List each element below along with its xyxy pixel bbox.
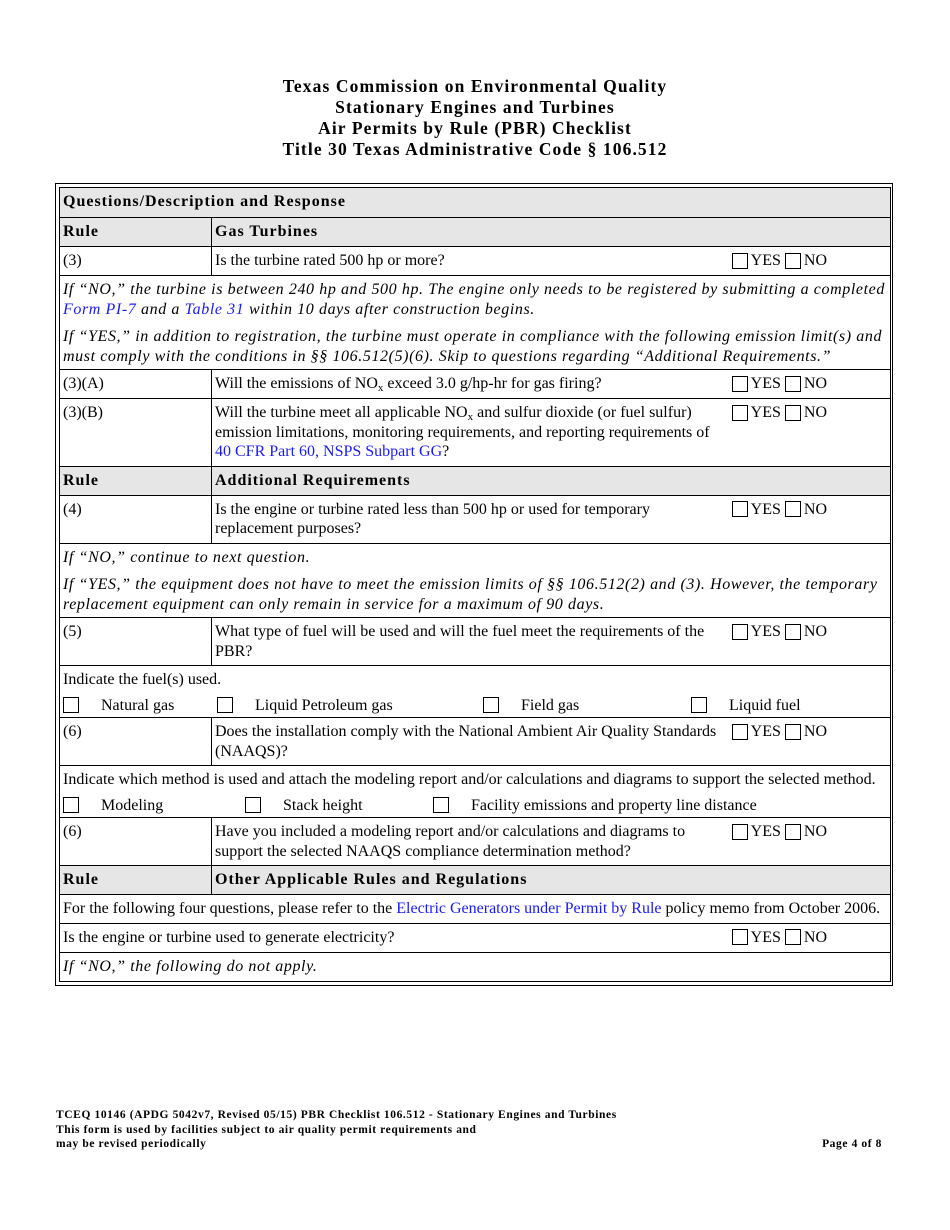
yes-no-group [732, 403, 827, 423]
method-label: Modeling [101, 796, 164, 814]
checklist-table [59, 187, 891, 982]
yes-checkbox[interactable] [732, 724, 748, 740]
method-checkbox[interactable] [433, 797, 449, 813]
yes-checkbox[interactable] [732, 253, 748, 269]
method-label: Facility emissions and property line distance [471, 796, 757, 814]
question-text: Have you included a modeling report and/or calculations and diagrams to support the selected NAAQS compliance determination method? [215, 823, 686, 860]
electric-generators-link[interactable]: Electric Generators under Permit by Rule [396, 900, 662, 917]
question-row-3 [60, 247, 891, 276]
yes-label: YES [750, 928, 781, 946]
rule-ref: (3)(B) [60, 399, 212, 467]
yes-checkbox[interactable] [732, 824, 748, 840]
rule-header-row [60, 218, 891, 247]
no-label: NO [803, 252, 827, 269]
subscript: x [467, 411, 474, 423]
text-part: exceed 3.0 g/hp-hr for gas firing? [383, 375, 602, 392]
yes-label: YES [750, 623, 781, 640]
section-header-row [60, 188, 891, 218]
fuel-checkbox[interactable] [691, 697, 707, 713]
reference-row [60, 895, 891, 924]
yes-no-group [732, 251, 827, 271]
no-checkbox[interactable] [785, 376, 801, 392]
yes-label: YES [750, 823, 781, 840]
method-options [63, 796, 887, 816]
yes-no-group [732, 928, 827, 948]
nsps-subpart-gg-link[interactable]: 40 CFR Part 60, NSPS Subpart GG [215, 443, 443, 460]
method-option-stack-height[interactable] [245, 796, 433, 816]
no-label: NO [803, 500, 827, 518]
rule-ref: (6) [60, 718, 212, 766]
if-no-instruction: If “NO,” continue to next question. [63, 548, 311, 566]
page-number: Page 4 of 8 [822, 1138, 882, 1150]
section-title: Questions/Description and Response [60, 188, 891, 218]
header-code: Title 30 Texas Administrative Code § 106.512 [282, 139, 668, 159]
header-checklist: Air Permits by Rule (PBR) Checklist [318, 118, 632, 138]
if-yes-instruction: If “YES,” in addition to registration, the turbine must operate in compliance with the following emission limit(s) and must comply with the conditions in §§ 106.512(5)(6). Skip to questions regarding “Additional Requirements.” [63, 328, 883, 365]
yes-checkbox[interactable] [732, 624, 748, 640]
no-checkbox[interactable] [785, 624, 801, 640]
fuel-label: Natural gas [101, 696, 175, 714]
question-text [215, 403, 717, 462]
fuel-prompt: Indicate the fuel(s) used. [63, 671, 222, 688]
yes-checkbox[interactable] [732, 929, 748, 945]
rule-label: Rule [60, 466, 212, 495]
yes-label: YES [750, 723, 781, 740]
no-checkbox[interactable] [785, 405, 801, 421]
question-text: Is the engine or turbine rated less than 500 hp or used for temporary replacement purposes? [215, 500, 650, 537]
if-no-instruction [63, 280, 887, 319]
question-row-5 [60, 618, 891, 666]
if-yes-instruction: If “YES,” the equipment does not have to meet the emission limits of §§ 106.512(2) and (3). However, the temporary replacement equipment can only remain in service for a maximum of 90 days. [63, 576, 878, 613]
reference-text: policy memo from October 2006. [661, 900, 881, 917]
fuel-label: Liquid Petroleum gas [255, 696, 393, 714]
subscript: x [377, 382, 384, 394]
fuel-label: Liquid fuel [729, 696, 801, 714]
fuel-option-natural-gas[interactable] [63, 696, 217, 716]
question-row-4 [60, 495, 891, 543]
rule-ref: (6) [60, 818, 212, 866]
no-label: NO [803, 375, 827, 392]
instruction-row [60, 543, 891, 618]
instruction-text: and a [136, 300, 185, 318]
yes-no-group [732, 500, 827, 520]
method-option-facility-emissions[interactable] [433, 796, 757, 816]
rule-ref: (3) [60, 247, 212, 276]
question-text: What type of fuel will be used and will the fuel meet the requirements of the PBR? [215, 623, 705, 660]
rule-header-row [60, 466, 891, 495]
no-label: NO [803, 623, 827, 640]
fuel-checkbox[interactable] [63, 697, 79, 713]
fuel-options-row [60, 666, 891, 718]
other-rules-heading: Other Applicable Rules and Regulations [212, 866, 891, 895]
yes-no-group [732, 374, 827, 394]
no-label: NO [803, 723, 827, 740]
question-text: Is the turbine rated 500 hp or more? [215, 252, 445, 269]
fuel-checkbox[interactable] [217, 697, 233, 713]
gas-turbines-heading: Gas Turbines [212, 218, 891, 247]
yes-no-group [732, 722, 827, 742]
no-label: NO [803, 928, 827, 946]
method-options-row [60, 766, 891, 818]
method-label: Stack height [283, 796, 363, 814]
yes-label: YES [750, 404, 781, 421]
rule-label: Rule [60, 866, 212, 895]
instruction-text: within 10 days after construction begins. [244, 300, 535, 318]
fuel-options [63, 696, 887, 716]
rule-header-row [60, 866, 891, 895]
text-part: Will the turbine meet all applicable NO [215, 404, 468, 421]
method-checkbox[interactable] [63, 797, 79, 813]
no-checkbox[interactable] [785, 724, 801, 740]
instruction-row [60, 952, 891, 981]
fuel-option-liquid-fuel[interactable] [691, 696, 801, 716]
no-checkbox[interactable] [785, 824, 801, 840]
rule-ref: (5) [60, 618, 212, 666]
if-no-instruction: If “NO,” the following do not apply. [60, 952, 891, 981]
question-text: Is the engine or turbine used to generate electricity? [63, 928, 395, 946]
no-checkbox[interactable] [785, 253, 801, 269]
method-option-modeling[interactable] [63, 796, 245, 816]
yes-no-group [732, 622, 827, 642]
table31-link[interactable]: Table 31 [184, 300, 245, 318]
question-row-3b [60, 399, 891, 467]
yes-checkbox[interactable] [732, 405, 748, 421]
header-subject: Stationary Engines and Turbines [335, 97, 615, 117]
question-row-6 [60, 718, 891, 766]
form-pi7-link[interactable]: Form PI-7 [63, 300, 137, 318]
footer-form-id: TCEQ 10146 (APDG 5042v7, Revised 05/15) PBR Checklist 106.512 - Stationary Engines and Turbines [56, 1109, 617, 1121]
reference-text: For the following four questions, please refer to the [63, 900, 397, 917]
yes-label: YES [750, 375, 781, 392]
fuel-option-lpg[interactable] [217, 696, 483, 716]
yes-no-group [732, 822, 827, 842]
page-footer [56, 1108, 882, 1152]
no-checkbox[interactable] [785, 501, 801, 517]
fuel-option-field-gas[interactable] [483, 696, 691, 716]
question-row-3a [60, 370, 891, 399]
instruction-text: If “NO,” the turbine is between 240 hp and 500 hp. The engine only needs to be registered by submitting a completed [63, 281, 885, 298]
no-label: NO [803, 404, 827, 421]
question-text: Does the installation comply with the National Ambient Air Quality Standards (NAAQS)? [215, 723, 717, 760]
header-agency: Texas Commission on Environmental Quality [282, 76, 668, 96]
yes-checkbox[interactable] [732, 501, 748, 517]
no-checkbox[interactable] [785, 929, 801, 945]
yes-label: YES [750, 252, 781, 269]
no-label: NO [803, 823, 827, 840]
question-row-electricity [60, 923, 891, 952]
question-text [215, 375, 602, 392]
page-header [0, 76, 950, 160]
yes-checkbox[interactable] [732, 376, 748, 392]
rule-label: Rule [60, 218, 212, 247]
method-checkbox[interactable] [245, 797, 261, 813]
rule-ref: (4) [60, 495, 212, 543]
text-part: and sulfur dioxide (or fuel sulfur) emission limitations, monitoring requirements, and reporting requirements of [215, 404, 710, 441]
text-part: ? [442, 443, 450, 460]
additional-requirements-heading: Additional Requirements [212, 466, 891, 495]
fuel-checkbox[interactable] [483, 697, 499, 713]
instruction-row [60, 276, 891, 370]
text-part: Will the emissions of NO [215, 375, 378, 392]
rule-ref: (3)(A) [60, 370, 212, 399]
yes-label: YES [750, 500, 781, 518]
method-prompt: Indicate which method is used and attach the modeling report and/or calculations and diagrams to support the selected method. [63, 771, 876, 788]
question-row-6b [60, 818, 891, 866]
footer-note-2: may be revised periodically [56, 1138, 207, 1150]
footer-note: This form is used by facilities subject to air quality permit requirements and [56, 1123, 477, 1136]
fuel-label: Field gas [521, 696, 580, 714]
